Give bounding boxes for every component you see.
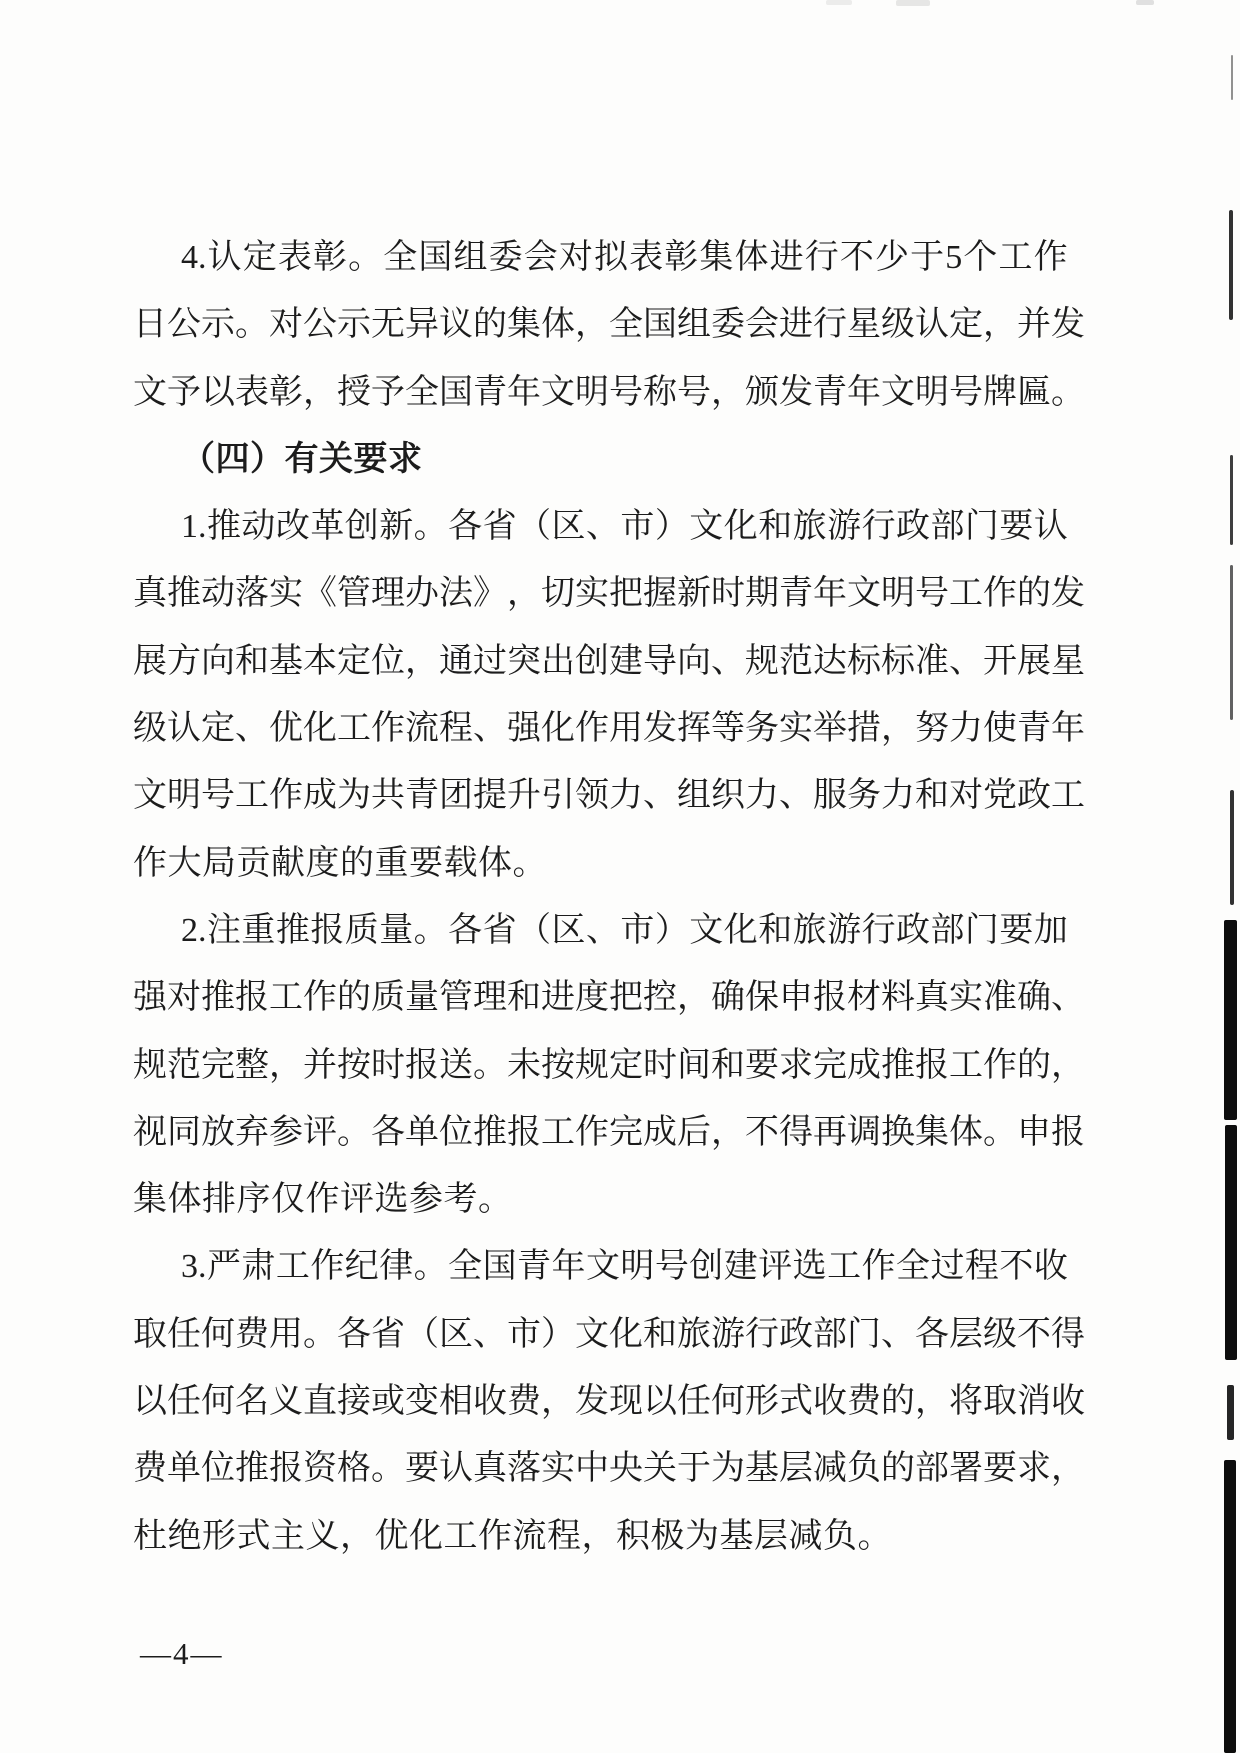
- text-line: 文 予 以 表 彰 ， 授 予 全 国 青 年 文 明 号 称 号 ， 颁 发 青 年 文 明 号 牌 匾 。: [133, 373, 1085, 411]
- text-line: 1. 推 动 改 革 创 新 。 各 省 （ 区 、 市 ） 文 化 和 旅 游 行 政 部 门 要 认: [181, 508, 1068, 546]
- scan-edge-segment: [1224, 1460, 1236, 1753]
- text-line: 日 公 示 。 对 公 示 无 异 议 的 集 体 ， 全 国 组 委 会 进 行 星 级 认 定 ， 并 发: [133, 306, 1085, 344]
- text-line: 取 任 何 费 用 。 各 省 （ 区 、 市 ） 文 化 和 旅 游 行 政 部 门 、 各 层 级 不 得: [133, 1315, 1085, 1353]
- scan-smudge: [896, 0, 930, 6]
- text-line: 真 推 动 落 实 《 管 理 办 法 》 ， 切 实 把 握 新 时 期 青 年 文 明 号 工 作 的 发: [133, 575, 1085, 613]
- scan-edge-segment: [1231, 55, 1233, 100]
- text-line: 2. 注 重 推 报 质 量 。 各 省 （ 区 、 市 ） 文 化 和 旅 游 行 政 部 门 要 加: [181, 911, 1068, 949]
- text-line: 杜绝形式主义，优化工作流程，积极为基层减负。: [133, 1517, 892, 1555]
- text-line: 3. 严 肃 工 作 纪 律 。 全 国 青 年 文 明 号 创 建 评 选 工 作 全 过 程 不 收: [181, 1248, 1068, 1286]
- text-line: 以 任 何 名 义 直 接 或 变 相 收 费 ， 发 现 以 任 何 形 式 收 费 的 ， 将 取 消 收: [133, 1383, 1085, 1421]
- scan-edge-segment: [1229, 210, 1233, 320]
- text-line: 视 同 放 弃 参 评 。 各 单 位 推 报 工 作 完 成 后 ， 不 得 再 调 换 集 体 。 申 报: [133, 1113, 1085, 1151]
- scan-edge-segment: [1227, 1385, 1234, 1440]
- text-line: 费 单 位 推 报 资 格 。 要 认 真 落 实 中 央 关 于 为 基 层 减 负 的 部 署 要 求 ，: [133, 1450, 1085, 1488]
- section-heading: （四）有关要求: [181, 440, 423, 478]
- text-line: 集体排序仅作评选参考。: [133, 1181, 513, 1219]
- text-line: 展 方 向 和 基 本 定 位 ， 通 过 突 出 创 建 导 向 、 规 范 达 标 标 准 、 开 展 星: [133, 642, 1085, 680]
- scan-edge-segment: [1230, 790, 1234, 905]
- text-line: 级 认 定 、 优 化 工 作 流 程 、 强 化 作 用 发 挥 等 务 实 举 措 ， 努 力 使 青 年: [133, 710, 1085, 748]
- scan-edge-segment: [1230, 565, 1233, 720]
- text-line: 强 对 推 报 工 作 的 质 量 管 理 和 进 度 把 控 ， 确 保 申 报 材 料 真 实 准 确 、: [133, 979, 1085, 1017]
- scan-edge-segment: [1225, 1125, 1237, 1360]
- text-line: 4. 认 定 表 彰 。 全 国 组 委 会 对 拟 表 彰 集 体 进 行 不 少 于 5 个 工 作: [181, 239, 1068, 276]
- text-line: 文 明 号 工 作 成 为 共 青 团 提 升 引 领 力 、 组 织 力 、 服 务 力 和 对 党 政 工: [133, 777, 1085, 815]
- text-line: 作大局贡献度的重要载体。: [133, 844, 547, 882]
- scan-edge-segment: [1224, 920, 1237, 1120]
- scan-smudge: [826, 0, 852, 5]
- scan-edge-segment: [1230, 455, 1233, 545]
- scan-smudge: [1136, 0, 1154, 5]
- document-body: [133, 224, 1085, 1570]
- page-number: —4—: [140, 1636, 224, 1671]
- text-line: 规 范 完 整 ， 并 按 时 报 送 。 未 按 规 定 时 间 和 要 求 完 成 推 报 工 作 的 ，: [133, 1046, 1085, 1084]
